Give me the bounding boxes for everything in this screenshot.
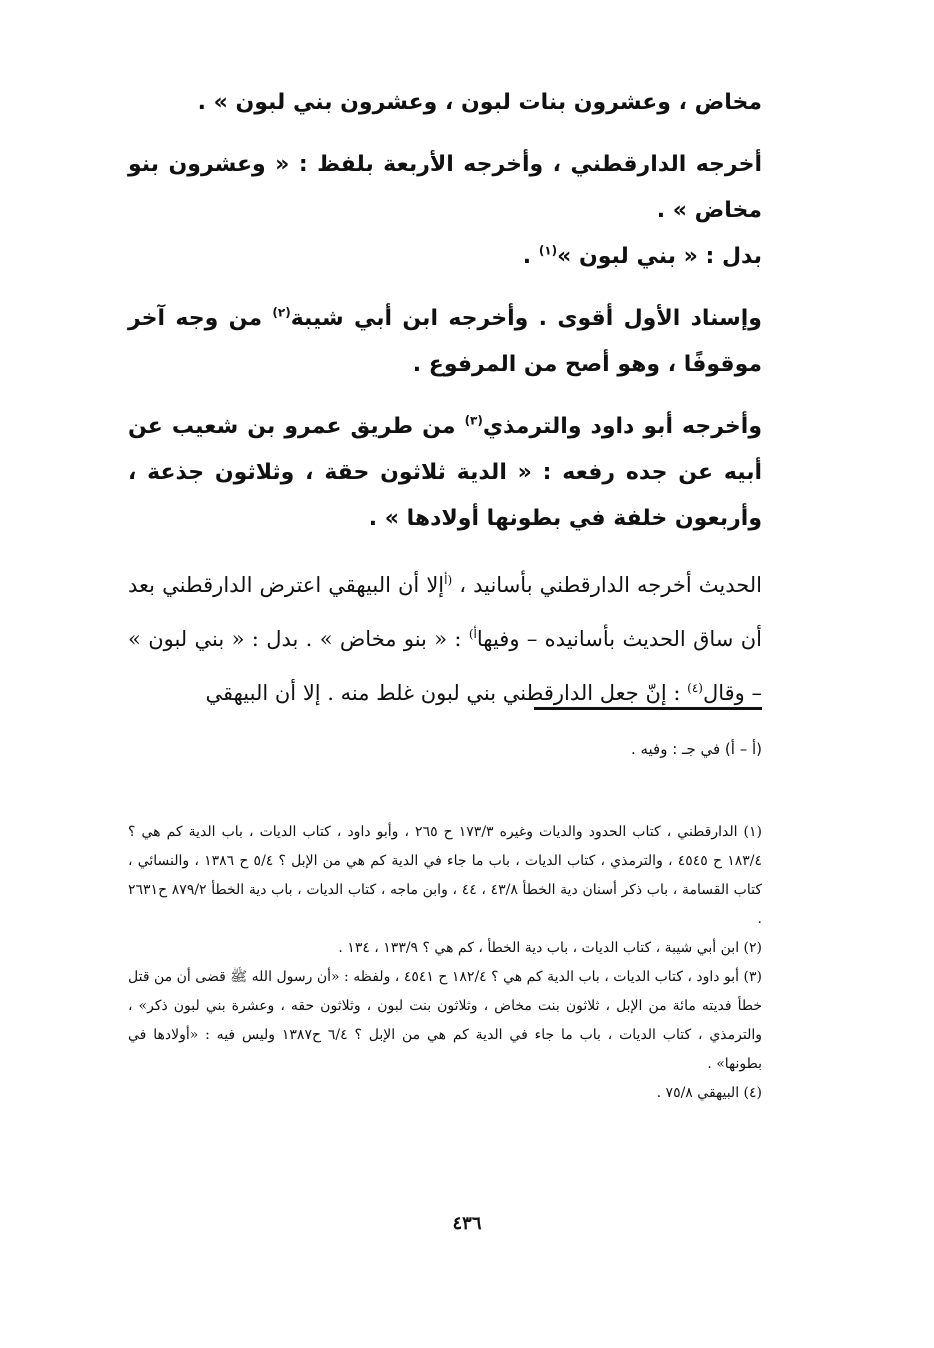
page-number: ٤٣٦ bbox=[452, 1213, 482, 1234]
footnote-ref-3[interactable]: (٣) bbox=[464, 413, 483, 428]
paragraph-2 bbox=[128, 142, 762, 280]
paragraph-3-text-b: من وجه آخر موقوفًا ، وهو أصح من المرفوع . bbox=[128, 306, 762, 377]
paragraph-3 bbox=[128, 296, 762, 388]
footnote-2: (٢) ابن أبي شيبة ، كتاب الديات ، باب دية الخطأ ، كم هي ؟ ١٣٣/٩ ، ١٣٤ . bbox=[338, 940, 762, 956]
paragraph-5-text-c: : « بنو مخاض » . بدل : « بني لبون » – وقال bbox=[128, 627, 762, 705]
paragraph-1-text: مخاض ، وعشرون بنات لبون ، وعشرون بني لبون » . bbox=[197, 90, 762, 115]
paragraph-4 bbox=[128, 404, 762, 542]
paragraph-5-text-a: الحديث أخرجه الدارقطني بأسانيد ، bbox=[452, 573, 763, 597]
variant-note: (أ – أ) في جـ : وفيه . bbox=[630, 740, 762, 758]
paragraph-4-text-b: من طريق عمرو بن شعيب عن أبيه عن جده رفعه : « الدية ثلاثون حقة ، وثلاثون جذعة ، وأربعون خلفة في بطونها أولادها » . bbox=[128, 414, 762, 531]
footnotes bbox=[128, 818, 762, 1108]
footnote-3: (٣) أبو داود ، كتاب الديات ، باب الدية كم هي ؟ ١٨٢/٤ ح ٤٥٤١ ، ولفظه : «أن رسول الله ﷺ قضى أن من قتل خطأ فديته مائة من الإبل ، ثلاثون بنت مخاض ، وثلاثون بنت لبون ، وثلاثون حقه ، وعشرة بني لبون ذكر» ، والترمذي ، كتاب الديات ، باب ما جاء في الدية كم هي من الإبل ؟ ٦/٤ ح١٣٨٧ وليس فيه : «أولادها في بطونها» . bbox=[128, 969, 762, 1072]
paragraph-2-end: . bbox=[522, 244, 539, 269]
footnote-ref-2[interactable]: (٢) bbox=[272, 305, 291, 320]
paragraph-5-text-d: : إنّ جعل الدارقطني بني لبون غلط منه . إلا أن البيهقي bbox=[205, 681, 688, 705]
footnote-ref-4[interactable]: (٤) bbox=[687, 681, 703, 695]
paragraph-2-text-b: بدل : « بني لبون » bbox=[557, 244, 762, 269]
footnote-1: (١) الدارقطني ، كتاب الحدود والديات وغيره ١٧٣/٣ ح ٢٦٥ ، وأبو داود ، كتاب الديات ، باب الدية كم هي ؟ ١٨٣/٤ ح ٤٥٤٥ ، والترمذي ، كتاب الديات ، باب ما جاء في الدية كم هي من الإبل ؟ ٥/٤ ح ١٣٨٦ ، والنسائي ، كتاب القسامة ، باب ذكر أسنان دية الخطأ ٤٣/٨ ، ٤٤ ، وابن ماجه ، كتاب الديات ، باب دية الخطأ ٨٧٩/٢ ح٢٦٣١ . bbox=[128, 824, 763, 927]
footnote-ref-1[interactable]: (١) bbox=[538, 243, 558, 258]
paragraph-5-text-b: إلا أن البيهقي اعترض الدارقطني بعد أن ساق الحديث بأسانيده – وفيها bbox=[128, 573, 762, 651]
main-text bbox=[128, 80, 762, 720]
paragraph-3-text-a: وإسناد الأول أقوى . وأخرجه ابن أبي شيبة bbox=[290, 306, 762, 331]
paragraph-4-text-a: وأخرجه أبو داود والترمذي bbox=[482, 414, 762, 439]
paragraph-1 bbox=[128, 80, 762, 126]
variant-mark-open: (أ bbox=[444, 573, 453, 587]
footnote-4: (٤) البيهقي ٧٥/٨ . bbox=[656, 1085, 762, 1101]
variant-mark-close: أ) bbox=[468, 627, 477, 641]
footnote-separator bbox=[534, 707, 762, 710]
paragraph-5 bbox=[128, 558, 762, 720]
paragraph-2-text-a: أخرجه الدارقطني ، وأخرجه الأربعة بلفظ : « وعشرون بنو مخاض » . bbox=[128, 152, 762, 223]
